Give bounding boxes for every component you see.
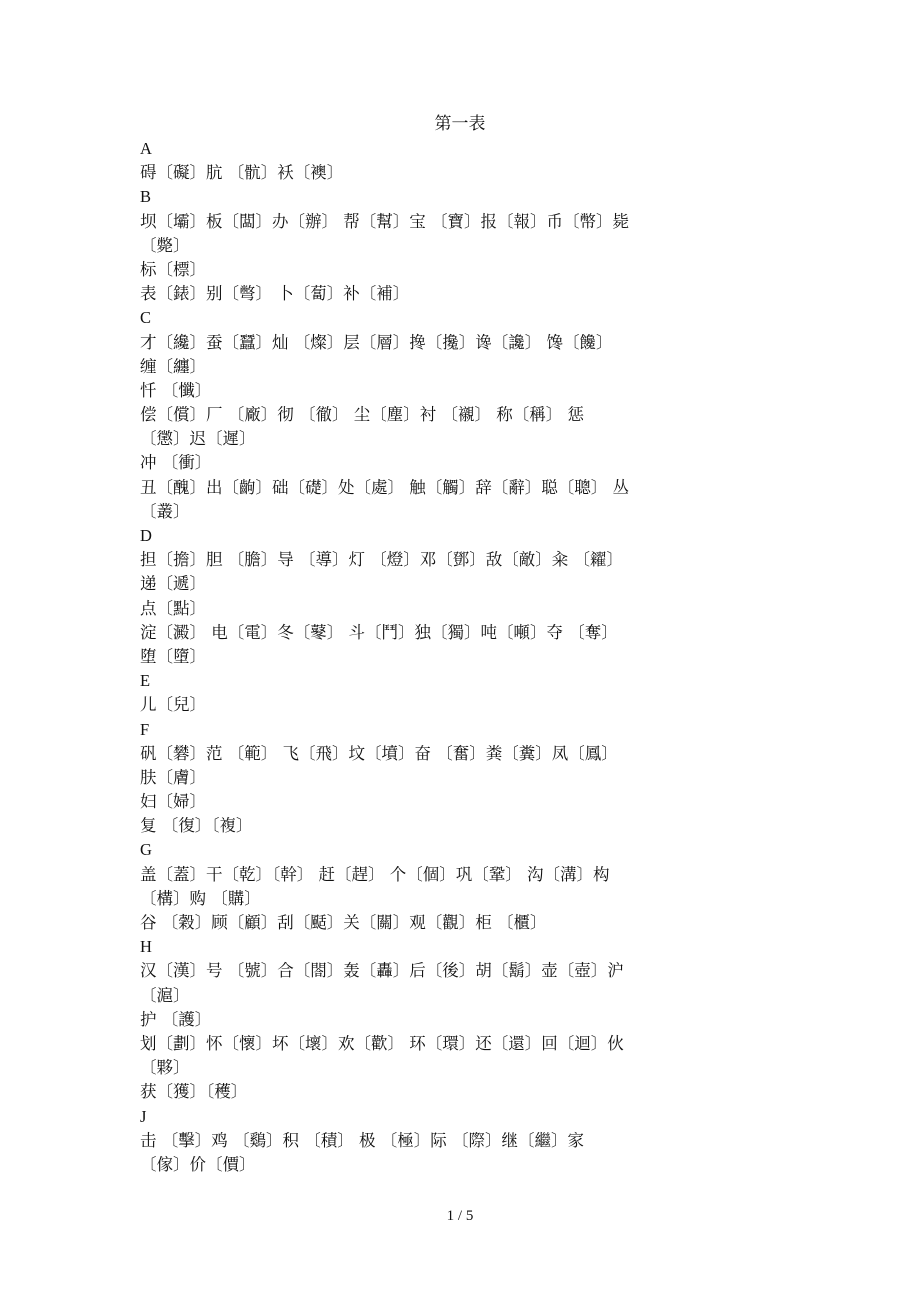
character-line: 递〔遞〕 xyxy=(140,574,206,594)
character-line: 偿〔償〕厂 〔廠〕彻 〔徹〕 尘〔塵〕衬 〔襯〕 称〔稱〕 惩 xyxy=(140,405,584,425)
section-letter: A xyxy=(140,139,152,158)
character-line: 〔傢〕价〔價〕 xyxy=(140,1154,256,1174)
section-letter: B xyxy=(140,187,152,207)
character-line: 汉〔漢〕号 〔號〕合〔閤〕轰〔轟〕后〔後〕胡〔鬍〕壶〔壺〕沪 xyxy=(140,961,624,981)
character-line: 才〔纔〕蚕〔蠶〕灿 〔燦〕层〔層〕搀〔攙〕谗〔讒〕 馋〔饞〕 xyxy=(140,332,613,352)
section-letter: J xyxy=(140,1106,147,1126)
character-line: 点〔點〕 xyxy=(140,598,206,618)
character-line: 淀〔澱〕 电〔電〕冬〔鼕〕 斗〔鬥〕独〔獨〕吨〔噸〕夺 〔奪〕 xyxy=(140,622,618,642)
section-letter: D xyxy=(140,526,152,545)
character-line: 碍〔礙〕肮 〔骯〕袄〔襖〕 xyxy=(140,163,344,183)
table-title: 第一表 xyxy=(434,114,486,134)
character-line: 坝〔壩〕板〔闆〕办〔辦〕 帮〔幫〕宝 〔寶〕报〔報〕币〔幣〕毙 xyxy=(140,211,629,231)
character-line: 担〔擔〕胆 〔膽〕导 〔導〕灯 〔燈〕邓〔鄧〕敌〔敵〕籴 〔糴〕 xyxy=(140,550,623,570)
character-line: 妇〔婦〕 xyxy=(140,792,206,812)
character-line: 丑〔醜〕出〔齣〕础〔礎〕处〔處〕 触〔觸〕辞〔辭〕聪〔聰〕 丛 xyxy=(140,477,629,497)
character-line: 标〔標〕 xyxy=(140,259,206,279)
character-line: 〔夥〕 xyxy=(140,1058,190,1078)
character-line: 表〔錶〕别〔彆〕 卜〔蔔〕补〔補〕 xyxy=(140,284,410,304)
character-line: 护 〔護〕 xyxy=(140,1009,212,1029)
character-table xyxy=(140,137,776,1177)
character-line: 盖〔蓋〕干〔乾〕〔幹〕 赶〔趕〕 个〔個〕巩〔鞏〕 沟〔溝〕构 xyxy=(140,864,610,884)
character-line: 矾〔礬〕范 〔範〕 飞〔飛〕坟〔墳〕奋 〔奮〕粪〔糞〕凤〔鳳〕 xyxy=(140,743,618,763)
section-letter: C xyxy=(140,308,152,328)
character-line: 肤〔膚〕 xyxy=(140,767,206,787)
character-line: 击 〔擊〕鸡 〔鷄〕积 〔積〕 极 〔極〕际 〔際〕继〔繼〕家 xyxy=(140,1130,584,1150)
character-line: 复 〔復〕〔複〕 xyxy=(140,816,253,836)
character-line: 堕〔墮〕 xyxy=(140,646,206,666)
character-line: 忏 〔懺〕 xyxy=(140,380,212,400)
section-letter: E xyxy=(140,671,151,691)
character-line: 儿〔兒〕 xyxy=(140,695,206,715)
character-line: 冲 〔衝〕 xyxy=(140,453,212,473)
character-line: 〔滬〕 xyxy=(140,985,190,1005)
character-line: 〔構〕购 〔購〕 xyxy=(140,888,261,908)
character-line: 划〔劃〕怀〔懷〕坏〔壞〕欢〔歡〕 环〔環〕还〔還〕回〔迴〕伙 xyxy=(140,1033,624,1053)
character-line: 〔懲〕迟〔遲〕 xyxy=(140,429,256,449)
page-number: 1 / 5 xyxy=(446,1208,474,1224)
section-letter: G xyxy=(140,840,152,860)
section-letter: H xyxy=(140,937,152,957)
character-line: 〔斃〕 xyxy=(140,235,190,255)
character-line: 缠〔纏〕 xyxy=(140,356,206,376)
character-line: 获〔獲〕〔穫〕 xyxy=(140,1082,248,1102)
character-line: 〔叢〕 xyxy=(140,501,190,521)
character-line: 谷 〔穀〕顾〔顧〕刮〔颳〕关〔關〕观〔觀〕柜 〔櫃〕 xyxy=(140,913,547,932)
section-letter: F xyxy=(140,719,150,739)
